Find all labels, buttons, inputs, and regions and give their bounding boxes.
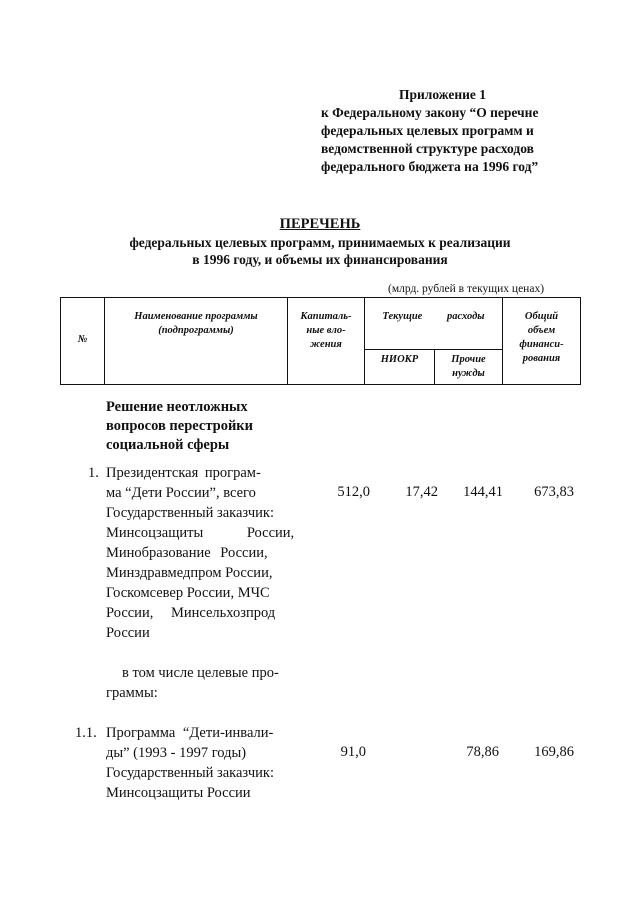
- header-num-label: №: [77, 333, 88, 345]
- document-subtitle: [40, 234, 600, 268]
- subtitle-line: федеральных целевых программ, принимаемых к реализации: [129, 235, 511, 250]
- header-num: [61, 298, 105, 385]
- header-capital: [288, 298, 365, 385]
- header-line: Наименование программы: [134, 311, 258, 322]
- table-row: [106, 663, 294, 703]
- total-value: 673,83: [534, 484, 574, 500]
- row-line: Президентская програм-: [106, 465, 261, 481]
- appendix-line: Приложение 1: [399, 87, 487, 102]
- header-program-name: [105, 298, 288, 385]
- row-line: ма “Дети России”, всего: [106, 485, 256, 501]
- table-row: [106, 463, 294, 643]
- capital-value: 512,0: [337, 484, 370, 500]
- header-line: Прочие: [451, 354, 486, 365]
- heading-line: социальной сферы: [106, 437, 230, 453]
- appendix-note: [321, 86, 621, 176]
- other-value: 78,86: [466, 744, 499, 760]
- header-line: расходы: [446, 311, 485, 322]
- row-line: граммы:: [106, 685, 158, 701]
- row-line: Государственный заказчик:: [106, 765, 274, 781]
- appendix-line: федеральных целевых программ и: [321, 123, 534, 138]
- header-line: нужды: [452, 368, 485, 379]
- row-line: Минсоцзащиты России: [106, 785, 251, 801]
- header-line: рования: [522, 353, 561, 364]
- header-line: объем: [527, 325, 556, 336]
- capital-value: 91,0: [340, 744, 366, 760]
- header-line: Общий: [524, 311, 559, 322]
- header-other-needs: [435, 350, 503, 385]
- header-line: Текущие: [382, 311, 423, 322]
- header-line: НИОКР: [380, 354, 419, 365]
- section-heading: [106, 398, 306, 455]
- heading-line: Решение неотложных: [106, 399, 248, 415]
- appendix-line: ведомственной структуре расходов: [321, 141, 534, 156]
- heading-line: вопросов перестройки: [106, 418, 254, 434]
- row-line: России, Минсельхозпрод: [106, 605, 276, 621]
- row-line: Программа “Дети-инвали-: [106, 725, 274, 741]
- header-total: [503, 298, 581, 385]
- row-number: 1.1.: [75, 725, 97, 741]
- row-line: Минсоцзащиты России,: [106, 525, 295, 541]
- row-number: 1.: [88, 465, 99, 481]
- row-line: Госкомсевер России, МЧС: [106, 585, 270, 601]
- subtitle-line: в 1996 году, и объемы их финансирования: [192, 252, 448, 267]
- header-line: Капиталь-: [300, 311, 352, 322]
- niokr-value: 17,42: [405, 484, 438, 500]
- header-line: жения: [310, 339, 342, 350]
- table-header: [60, 297, 581, 385]
- row-line: Минобразование России,: [106, 545, 268, 561]
- row-line: ды” (1993 - 1997 годы): [106, 745, 247, 761]
- header-niokr: [365, 350, 435, 385]
- header-line: (подпрограммы): [158, 325, 234, 336]
- header-current-expenses: [365, 298, 503, 350]
- row-line: Государственный заказчик:: [106, 505, 274, 521]
- appendix-line: федерального бюджета на 1996 год”: [321, 159, 539, 174]
- header-line: финанси-: [519, 339, 564, 350]
- header-line: ные вло-: [306, 325, 346, 336]
- appendix-line: к Федеральному закону “О перечне: [321, 105, 539, 120]
- row-line: в том числе целевые про-: [122, 665, 279, 681]
- other-value: 144,41: [463, 484, 503, 500]
- row-line: России: [106, 625, 150, 641]
- table-row: [106, 723, 294, 803]
- units-note: (млрд. рублей в текущих ценах): [388, 283, 545, 295]
- total-value: 169,86: [534, 744, 574, 760]
- row-line: Минздравмедпром России,: [106, 565, 273, 581]
- document-title: ПЕРЕЧЕНЬ: [279, 216, 361, 232]
